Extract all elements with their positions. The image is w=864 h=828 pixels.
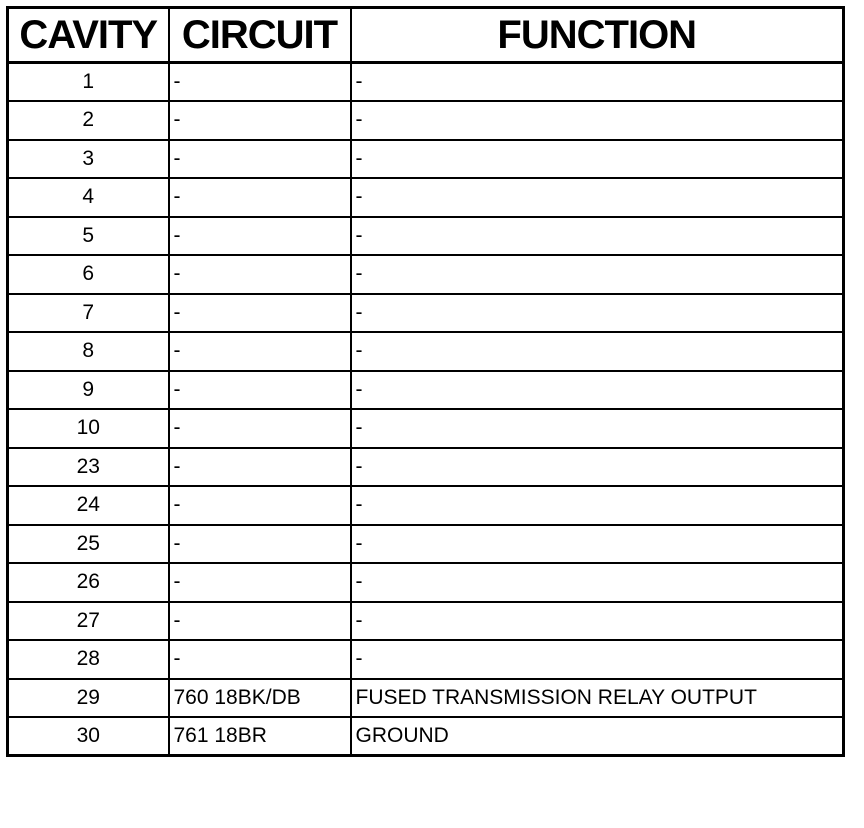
table-row: [8, 140, 844, 179]
table-row: [8, 525, 844, 564]
circuit-cell: -: [169, 217, 351, 256]
cavity-cell: 27: [8, 602, 169, 641]
function-cell: -: [351, 178, 844, 217]
function-cell: -: [351, 140, 844, 179]
table-row: [8, 679, 844, 718]
circuit-cell: -: [169, 101, 351, 140]
cavity-cell: 3: [8, 140, 169, 179]
function-cell: -: [351, 563, 844, 602]
circuit-cell: -: [169, 409, 351, 448]
table-row: [8, 178, 844, 217]
cavity-cell: 6: [8, 255, 169, 294]
table-row: [8, 563, 844, 602]
cavity-cell: 24: [8, 486, 169, 525]
function-cell: -: [351, 63, 844, 102]
header-function: FUNCTION: [351, 8, 844, 63]
table-row: [8, 217, 844, 256]
table-row: [8, 717, 844, 756]
circuit-cell: -: [169, 563, 351, 602]
circuit-cell: -: [169, 448, 351, 487]
circuit-cell: -: [169, 178, 351, 217]
cavity-cell: 25: [8, 525, 169, 564]
table-row: [8, 294, 844, 333]
table-row: [8, 63, 844, 102]
cavity-cell: 7: [8, 294, 169, 333]
function-cell: FUSED TRANSMISSION RELAY OUTPUT: [351, 679, 844, 718]
table-body: [8, 63, 844, 756]
table-header: [8, 8, 844, 63]
cavity-cell: 4: [8, 178, 169, 217]
circuit-cell: -: [169, 602, 351, 641]
function-cell: GROUND: [351, 717, 844, 756]
table-row: [8, 371, 844, 410]
cavity-cell: 2: [8, 101, 169, 140]
table-row: [8, 486, 844, 525]
cavity-cell: 5: [8, 217, 169, 256]
function-cell: -: [351, 409, 844, 448]
circuit-cell: -: [169, 371, 351, 410]
cavity-cell: 29: [8, 679, 169, 718]
function-cell: -: [351, 525, 844, 564]
circuit-cell: -: [169, 255, 351, 294]
function-cell: -: [351, 486, 844, 525]
function-cell: -: [351, 602, 844, 641]
cavity-cell: 10: [8, 409, 169, 448]
cavity-cell: 9: [8, 371, 169, 410]
circuit-cell: -: [169, 294, 351, 333]
circuit-cell: -: [169, 640, 351, 679]
table-row: [8, 101, 844, 140]
header-cavity: CAVITY: [8, 8, 169, 63]
table-row: [8, 409, 844, 448]
table-row: [8, 255, 844, 294]
circuit-cell: -: [169, 63, 351, 102]
function-cell: -: [351, 255, 844, 294]
function-cell: -: [351, 101, 844, 140]
cavity-cell: 23: [8, 448, 169, 487]
table-row: [8, 640, 844, 679]
header-circuit: CIRCUIT: [169, 8, 351, 63]
function-cell: -: [351, 332, 844, 371]
function-cell: -: [351, 217, 844, 256]
cavity-cell: 8: [8, 332, 169, 371]
header-row: [8, 8, 844, 63]
circuit-cell: -: [169, 332, 351, 371]
table-row: [8, 602, 844, 641]
function-cell: -: [351, 294, 844, 333]
connector-pinout-table: [6, 6, 845, 757]
cavity-cell: 26: [8, 563, 169, 602]
table-row: [8, 332, 844, 371]
function-cell: -: [351, 448, 844, 487]
circuit-cell: -: [169, 486, 351, 525]
cavity-cell: 1: [8, 63, 169, 102]
circuit-cell: -: [169, 525, 351, 564]
table-row: [8, 448, 844, 487]
circuit-cell: -: [169, 140, 351, 179]
function-cell: -: [351, 640, 844, 679]
cavity-cell: 30: [8, 717, 169, 756]
function-cell: -: [351, 371, 844, 410]
circuit-cell: 760 18BK/DB: [169, 679, 351, 718]
cavity-cell: 28: [8, 640, 169, 679]
circuit-cell: 761 18BR: [169, 717, 351, 756]
